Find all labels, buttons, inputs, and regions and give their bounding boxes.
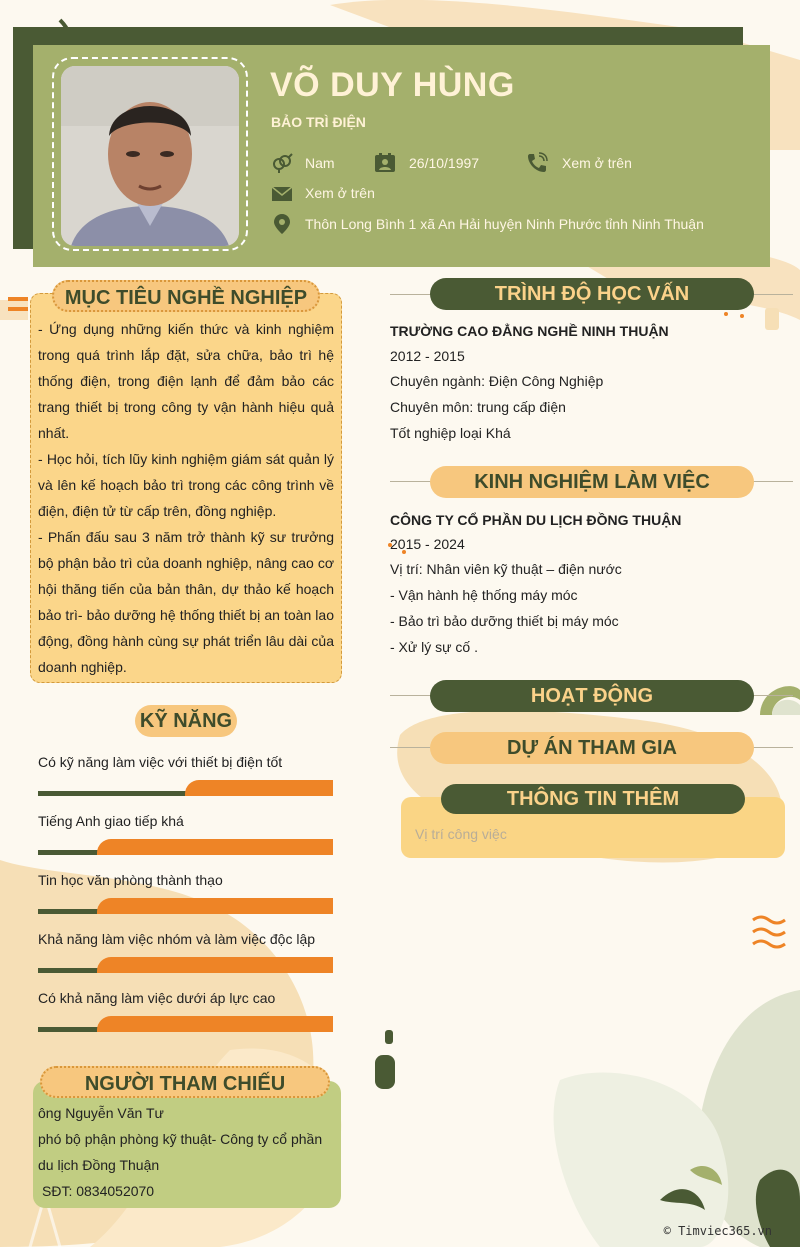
profile-photo [61,66,239,246]
skill-label: Tiếng Anh giao tiếp khá [38,813,184,829]
skill-label: Khả năng làm việc nhóm và làm việc độc lập [38,931,316,947]
education-period: 2012 - 2015 [390,348,465,364]
education-grade: Tốt nghiệp loại Khá [390,425,511,441]
skill-label: Có khả năng làm việc dưới áp lực cao [38,990,276,1006]
candidate-name: VÕ DUY HÙNG [270,66,515,104]
additional-info-placeholder: Vị trí công việc [415,826,507,842]
birthdate-value: 26/10/1997 [409,155,480,171]
activities-heading: HOẠT ĐỘNG [430,680,754,712]
experience-company: CÔNG TY CỔ PHẦN DU LỊCH ĐỒNG THUẬN [390,512,682,528]
job-title: BẢO TRÌ ĐIỆN [271,114,366,130]
copyright-footer: © Timviec365.vn [663,1224,772,1238]
references-heading: NGƯỜI THAM CHIẾU [40,1066,330,1098]
reference-position-line2: du lịch Đồng Thuận [38,1157,160,1173]
experience-position: Vị trí: Nhân viên kỹ thuật – điện nước [390,561,622,577]
experience-task: - Vận hành hệ thống máy móc [390,587,578,603]
skill-bar-fill [97,957,333,973]
address-value: Thôn Long Bình 1 xã An Hải huyện Ninh Phước tỉnh Ninh Thuận [305,216,704,232]
education-specialty: Chuyên môn: trung cấp điện [390,399,566,415]
skill-bar-fill [97,1016,333,1032]
skill-bar-fill [185,780,333,796]
skill-label: Có kỹ năng làm việc với thiết bị điện tốt [38,754,283,770]
projects-heading: DỰ ÁN THAM GIA [430,732,754,764]
skills-heading: KỸ NĂNG [135,705,237,737]
experience-task: - Xử lý sự cố . [390,639,478,655]
objective-text: - Ứng dụng những kiến thức và kinh nghiệm trong quá trình lắp đặt, sửa chữa, bảo trì hệ thống điện, trong điện lạnh để đảm bảo các trang thiết bị trong công ty vận hành hiệu quả nhất. - Học hỏi, tích lũy kinh nghiệm giám sát quản lý và lên kế hoạch bảo trì trong các công trình về điện, điện tử từ cấp trên, đồng nghiệp. - Phấn đấu sau 3 năm trở thành kỹ sư trưởng bộ phận bảo trì của doanh nghiệp, nâng cao cơ hội thăng tiến của bản thân, dự thảo kế hoạch bảo trì- bảo dưỡng hệ thống thiết bị an toàn lao động, đồng hành cùng sự phát triển lâu dài của doanh nghiệp. [38,321,334,675]
gender-value: Nam [305,155,335,171]
education-school: TRƯỜNG CAO ĐẲNG NGHỀ NINH THUẬN [390,323,669,339]
reference-phone: SĐT: 0834052070 [42,1183,155,1199]
reference-position-line1: phó bộ phận phòng kỹ thuật- Công ty cổ phần [38,1131,323,1147]
education-heading: TRÌNH ĐỘ HỌC VẤN [430,278,754,310]
envelope-icon [271,183,293,205]
skill-bar-fill [97,839,333,855]
reference-name: ông Nguyễn Văn Tư [38,1105,164,1121]
phone-icon [526,152,548,174]
additional-info-heading: THÔNG TIN THÊM [441,784,745,814]
gender-icon [271,152,293,174]
education-major: Chuyên ngành: Điện Công Nghiệp [390,373,604,389]
skill-bar-fill [97,898,333,914]
calendar-id-icon [374,152,396,174]
phone-value: Xem ở trên [562,155,632,171]
skill-label: Tin học văn phòng thành thạo [38,872,223,888]
experience-task: - Bảo trì bảo dưỡng thiết bị máy móc [390,613,619,629]
experience-period: 2015 - 2024 [390,536,465,552]
location-pin-icon [271,213,293,235]
email-value: Xem ở trên [305,185,375,201]
experience-heading: KINH NGHIỆM LÀM VIỆC [430,466,754,498]
objective-heading: MỤC TIÊU NGHỀ NGHIỆP [52,280,320,312]
